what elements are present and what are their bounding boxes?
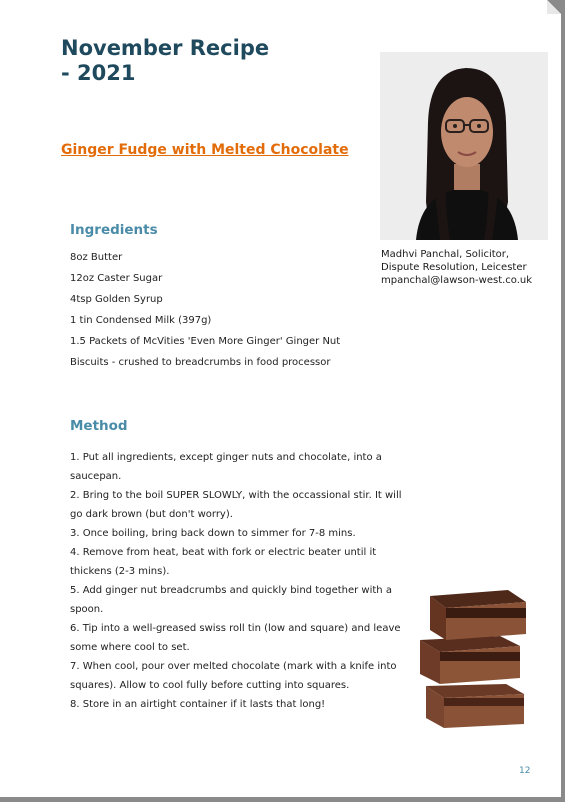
fudge-image — [416, 586, 536, 736]
author-photo — [380, 52, 548, 240]
ingredient-item: 1.5 Packets of McVities 'Even More Ginger' Ginger Nut — [70, 336, 341, 347]
fudge-stack-image — [416, 586, 536, 736]
ingredients-list — [70, 251, 370, 377]
caption-line: Madhvi Panchal, Solicitor, — [381, 249, 510, 260]
method-steps — [70, 448, 415, 714]
recipe-name: Ginger Fudge with Melted Chocolate — [61, 142, 349, 158]
page-title: November Recipe - 2021 — [61, 36, 270, 85]
ingredient-item: 12oz Caster Sugar — [70, 273, 163, 284]
ingredient-item: 1 tin Condensed Milk (397g) — [70, 315, 212, 326]
method-step: 1. Put all ingredients, except ginger nuts and chocolate, into a saucepan. — [70, 452, 382, 482]
caption-line: Dispute Resolution, Leicester — [381, 262, 527, 273]
ingredient-item: Biscuits - crushed to breadcrumbs in food processor — [70, 357, 331, 368]
method-heading: Method — [70, 418, 128, 434]
method-step: 7. When cool, pour over melted chocolate (mark with a knife into squares). Allow to cool fully before cutting into squares. — [70, 661, 397, 691]
ingredient-item: 4tsp Golden Syrup — [70, 294, 163, 305]
method-step: 5. Add ginger nut breadcrumbs and quickly bind together with a spoon. — [70, 585, 392, 615]
page-number: 12 — [519, 766, 531, 776]
ingredient-item: 8oz Butter — [70, 252, 123, 263]
method-step: 2. Bring to the boil SUPER SLOWLY, with the occassional stir. It will go dark brown (but don't worry). — [70, 490, 402, 520]
method-step: 4. Remove from heat, beat with fork or electric beater until it thickens (2-3 mins). — [70, 547, 377, 577]
method-step: 3. Once boiling, bring back down to simmer for 7-8 mins. — [70, 528, 356, 539]
caption-line: mpanchal@lawson-west.co.uk — [381, 275, 533, 286]
method-step: 8. Store in an airtight container if it lasts that long! — [70, 699, 326, 710]
page-corner-fold-inner — [547, 0, 561, 14]
ingredients-heading: Ingredients — [70, 222, 158, 238]
author-caption — [381, 248, 551, 287]
portrait-photo — [380, 52, 548, 240]
method-step: 6. Tip into a well-greased swiss roll tin (low and square) and leave some where cool to set. — [70, 623, 401, 653]
